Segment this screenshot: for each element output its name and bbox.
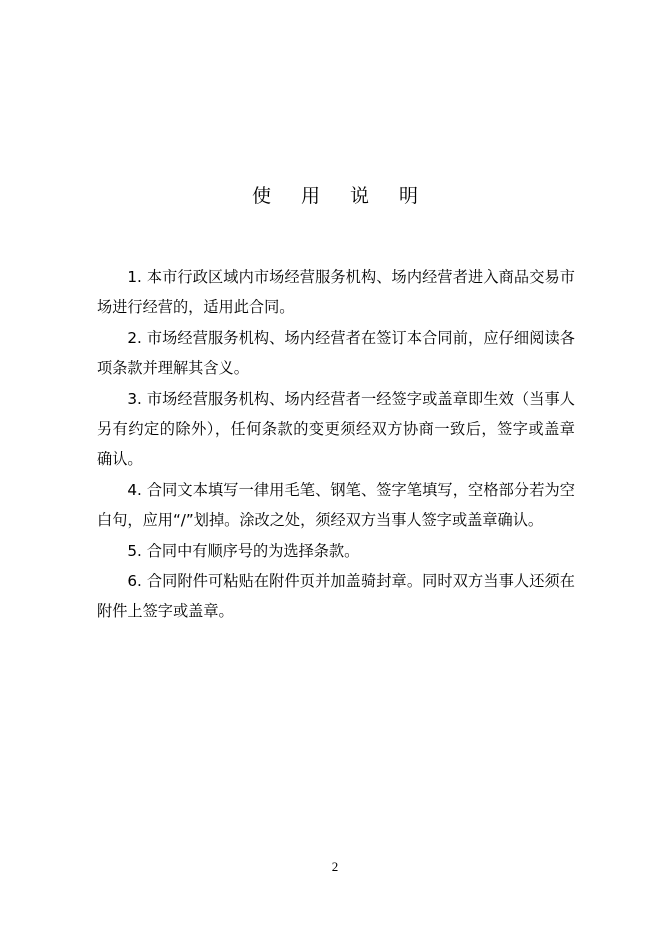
instruction-item-4: 4. 合同文本填写一律用毛笔、钢笔、签字笔填写，空格部分若为空白句，应用“/”划掉。涂改之处，须经双方当事人签字或盖章确认。 [97, 480, 575, 530]
instruction-item-6: 6. 合同附件可粘贴在附件页并加盖骑封章。同时双方当事人还须在附件上签字或盖章。 [97, 572, 575, 621]
instruction-item-2: 2. 市场经营服务机构、场内经营者在签订本合同前，应仔细阅读各项条款并理解其含义。 [97, 328, 575, 378]
instruction-item-5: 5. 合同中有顺序号的为选择条款。 [127, 541, 360, 560]
instruction-item-3: 3. 市场经营服务机构、场内经营者一经签字或盖章即生效（当事人另有约定的除外），任何条款的变更须经双方协商一致后，签字或盖章确认。 [97, 389, 575, 469]
document-title: 使 用 说 明 [251, 185, 431, 207]
instruction-item-1: 1. 本市行政区域内市场经营服务机构、场内经营者进入商品交易市场进行经营的，适用此合同。 [97, 268, 575, 317]
page-number: 2 [331, 859, 339, 874]
instructions-list [97, 262, 575, 627]
